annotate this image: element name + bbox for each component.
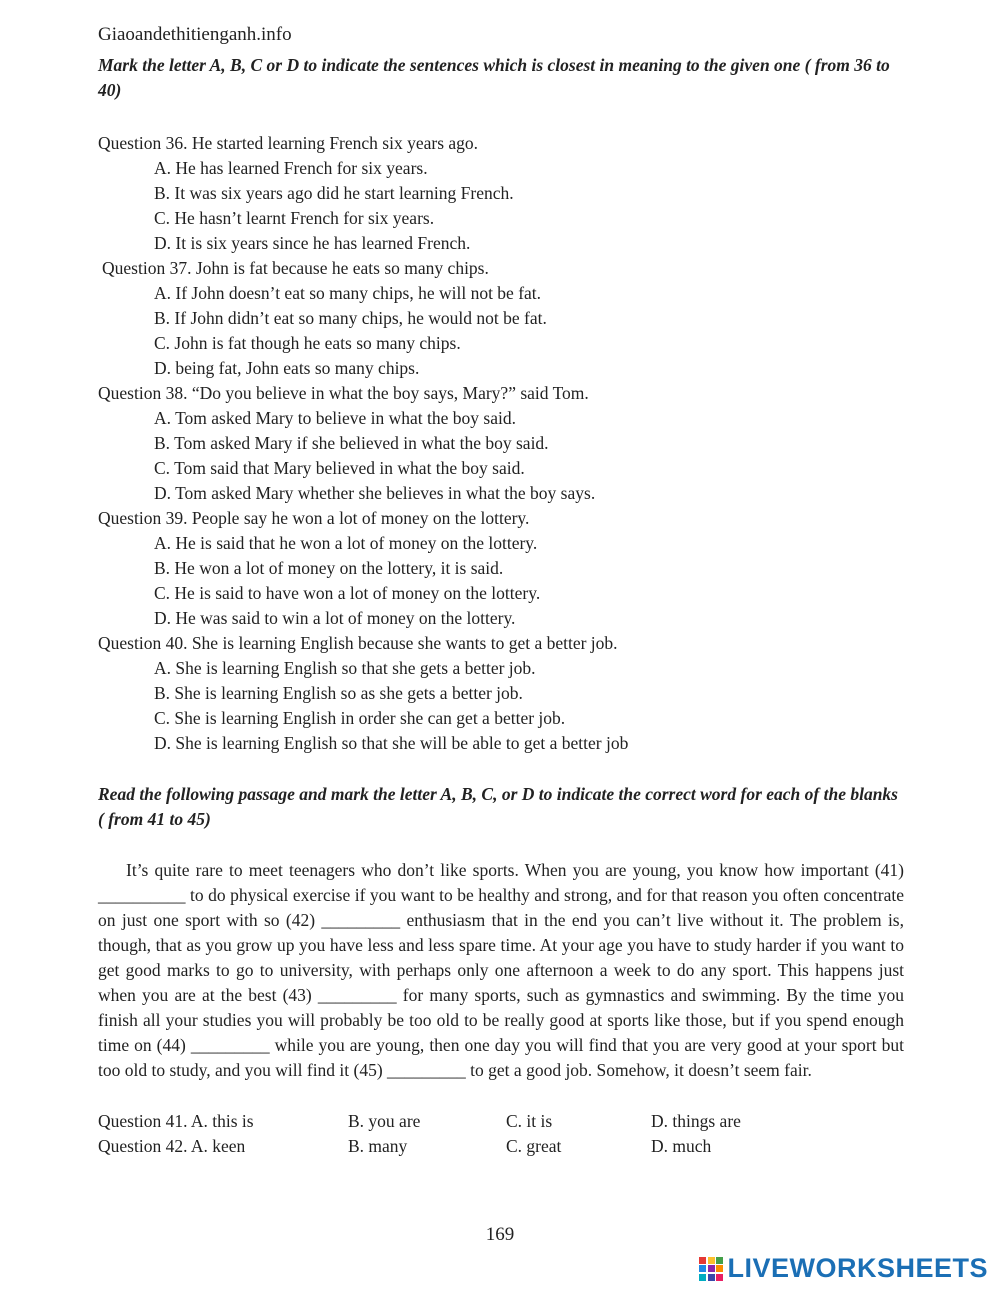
question-40-option-c[interactable]: C. She is learning English in order she can get a better job. bbox=[154, 708, 566, 728]
question-41-option-c[interactable]: C. it is bbox=[506, 1111, 553, 1131]
section2-instruction: Read the following passage and mark the letter A, B, C, or D to indicate the correct word for each of the blanks ( from 41 to 45) bbox=[98, 784, 898, 829]
logo-square bbox=[708, 1265, 715, 1272]
question-37-option-c[interactable]: C. John is fat though he eats so many chips. bbox=[154, 333, 461, 353]
logo-square bbox=[716, 1274, 723, 1281]
logo-square bbox=[716, 1257, 723, 1264]
question-37-option-b[interactable]: B. If John didn’t eat so many chips, he would not be fat. bbox=[154, 308, 547, 328]
logo-square bbox=[699, 1265, 706, 1272]
question-38-option-c[interactable]: C. Tom said that Mary believed in what the boy said. bbox=[154, 458, 525, 478]
question-40-option-b[interactable]: B. She is learning English so as she gets a better job. bbox=[154, 683, 523, 703]
page-number: 169 bbox=[485, 1224, 515, 1245]
question-39-option-b[interactable]: B. He won a lot of money on the lottery, it is said. bbox=[154, 558, 504, 578]
question-42-option-c[interactable]: C. great bbox=[506, 1136, 562, 1156]
question-40-stem: Question 40. She is learning English because she wants to get a better job. bbox=[98, 633, 618, 653]
question-41-option-d[interactable]: D. things are bbox=[651, 1111, 741, 1131]
question-40-option-a[interactable]: A. She is learning English so that she gets a better job. bbox=[154, 658, 536, 678]
answer-choices bbox=[98, 1109, 904, 1159]
question-38-stem: Question 38. “Do you believe in what the boy says, Mary?” said Tom. bbox=[98, 383, 589, 403]
question-36-option-c[interactable]: C. He hasn’t learnt French for six years. bbox=[154, 208, 435, 228]
logo-square bbox=[699, 1257, 706, 1264]
logo-square bbox=[699, 1274, 706, 1281]
question-36-option-d[interactable]: D. It is six years since he has learned French. bbox=[154, 233, 471, 253]
reading-passage: It’s quite rare to meet teenagers who don’t like sports. When you are young, you know how important (41) __________ to do physical exercise if you want to be healthy and strong, and for that reason you often concentrate on just one sport with so (42) _________ enthusiasm that in the end you can’t live without it. The problem is, though, that as you grow up you have less and less spare time. At your age you have to study harder if you want to get good marks to go to university, with perhaps only one afternoon a week to do any sport. This happens just when you are at the best (43) _________ for many sports, such as gymnastics and swimming. By the time you finish all your studies you will probably be too old to be really good at sports like those, but if you spend enough time on (44) _________ while you are young, then one day you will find that you are very good at your sport but too old to study, and you will find it (45) _________ to get a good job. Somehow, it doesn’t seem fair. bbox=[98, 860, 904, 1080]
logo-square bbox=[716, 1265, 723, 1272]
question-38-option-d[interactable]: D. Tom asked Mary whether she believes in what the boy says. bbox=[154, 483, 596, 503]
question-41-option-a[interactable]: Question 41. A. this is bbox=[98, 1111, 254, 1131]
site-name: Giaoandethitienganh.info bbox=[98, 24, 292, 45]
question-36-stem: Question 36. He started learning French six years ago. bbox=[98, 133, 479, 153]
question-36-option-a[interactable]: A. He has learned French for six years. bbox=[154, 158, 428, 178]
question-42-option-d[interactable]: D. much bbox=[651, 1136, 712, 1156]
question-39-option-d[interactable]: D. He was said to win a lot of money on the lottery. bbox=[154, 608, 516, 628]
question-42-choices bbox=[98, 1134, 904, 1159]
logo-grid-icon bbox=[699, 1257, 723, 1281]
question-42-option-b[interactable]: B. many bbox=[348, 1136, 408, 1156]
logo-square bbox=[708, 1257, 715, 1264]
question-37-option-a[interactable]: A. If John doesn’t eat so many chips, he will not be fat. bbox=[154, 283, 542, 303]
worksheet-page bbox=[98, 22, 904, 1159]
question-38-option-b[interactable]: B. Tom asked Mary if she believed in what the boy said. bbox=[154, 433, 549, 453]
section1-instruction: Mark the letter A, B, C or D to indicate the sentences which is closest in meaning to the given one ( from 36 to 40) bbox=[98, 55, 890, 100]
question-39-option-a[interactable]: A. He is said that he won a lot of money on the lottery. bbox=[154, 533, 538, 553]
question-40-option-d[interactable]: D. She is learning English so that she will be able to get a better job bbox=[154, 733, 629, 753]
logo-square bbox=[708, 1274, 715, 1281]
question-42-option-a[interactable]: Question 42. A. keen bbox=[98, 1136, 246, 1156]
question-list bbox=[98, 131, 904, 756]
question-39-option-c[interactable]: C. He is said to have won a lot of money on the lottery. bbox=[154, 583, 541, 603]
question-37-stem: Question 37. John is fat because he eats so many chips. bbox=[102, 258, 489, 278]
question-39-stem: Question 39. People say he won a lot of money on the lottery. bbox=[98, 508, 530, 528]
question-37-option-d[interactable]: D. being fat, John eats so many chips. bbox=[154, 358, 420, 378]
question-41-choices bbox=[98, 1109, 904, 1134]
question-36-option-b[interactable]: B. It was six years ago did he start learning French. bbox=[154, 183, 514, 203]
question-41-option-b[interactable]: B. you are bbox=[348, 1111, 421, 1131]
logo-text: LIVEWORKSHEETS bbox=[727, 1253, 988, 1283]
liveworksheets-logo[interactable] bbox=[699, 1253, 988, 1284]
question-38-option-a[interactable]: A. Tom asked Mary to believe in what the boy said. bbox=[154, 408, 516, 428]
